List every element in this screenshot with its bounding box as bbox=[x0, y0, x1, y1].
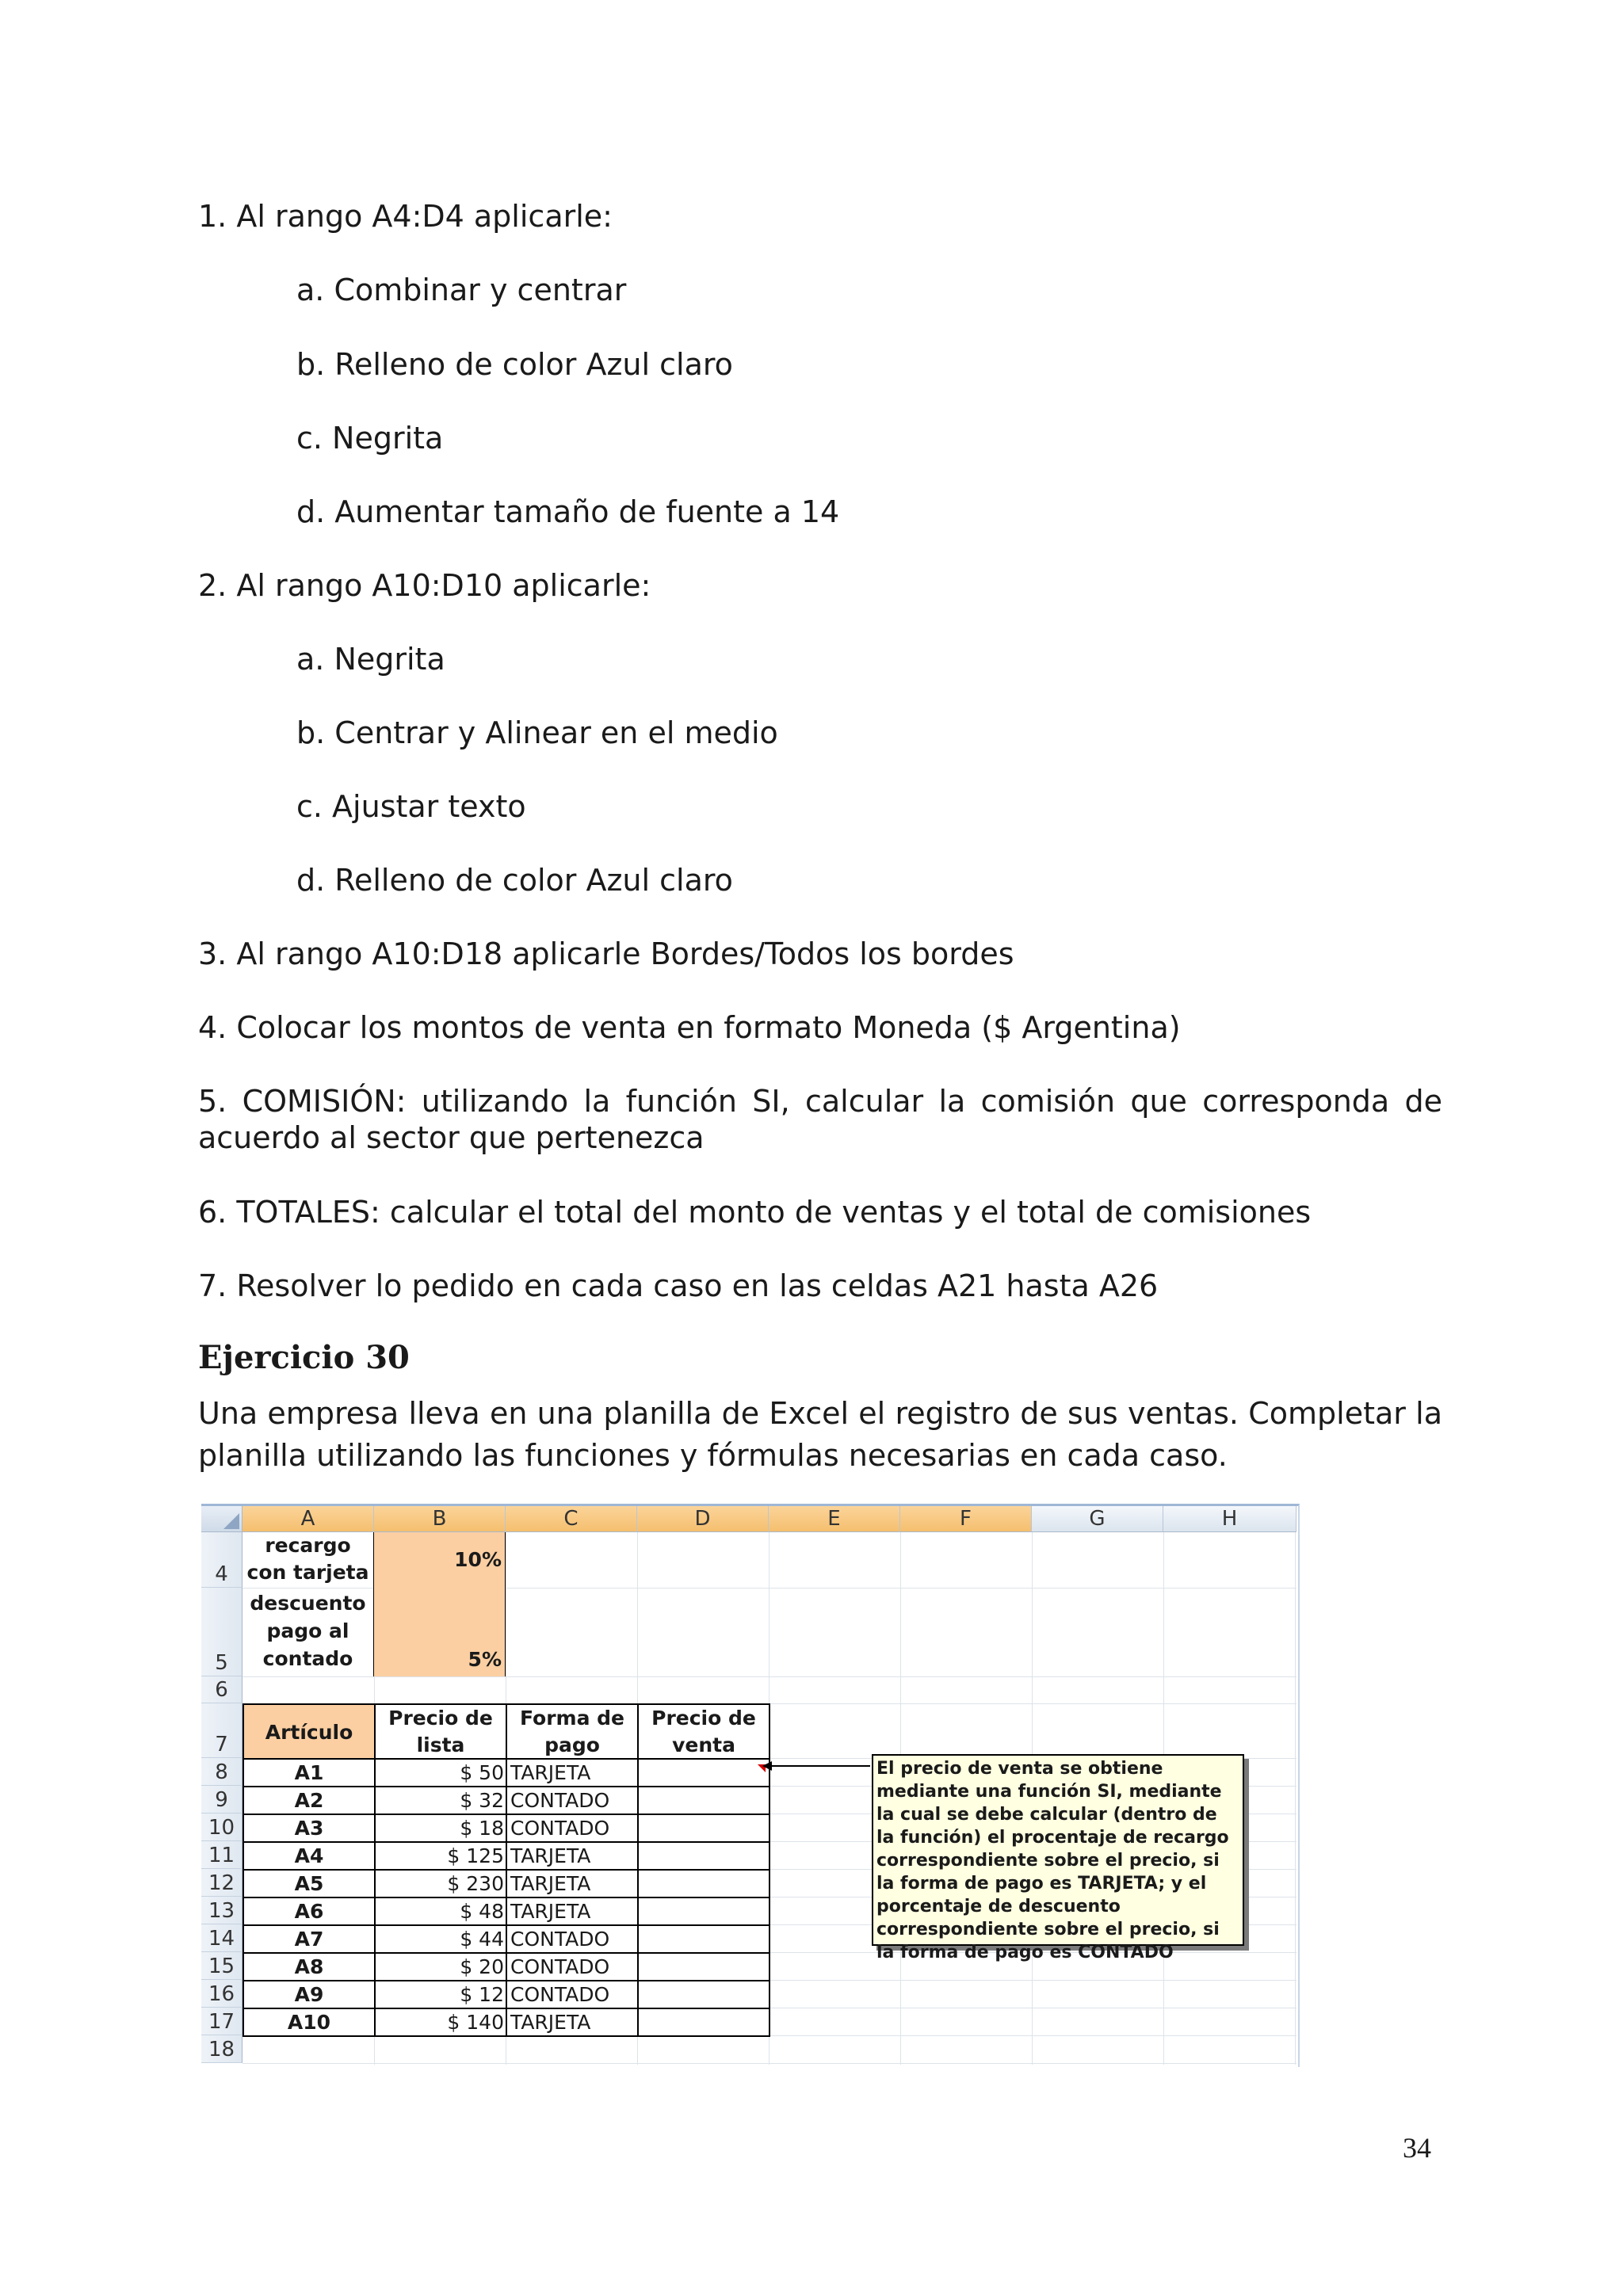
cell-forma-pago[interactable]: TARJETA bbox=[506, 1869, 639, 1898]
row-header-17[interactable] bbox=[201, 2008, 242, 2035]
column-header-f[interactable]: F bbox=[900, 1506, 1032, 1532]
row-header-6[interactable] bbox=[201, 1676, 242, 1703]
page-number: 34 bbox=[1403, 2132, 1431, 2164]
row-number: 5 bbox=[215, 1651, 228, 1675]
row-number: 8 bbox=[215, 1760, 228, 1784]
cell-precio-venta[interactable] bbox=[637, 1980, 770, 2009]
gridline bbox=[1295, 1532, 1296, 2065]
spreadsheet-image bbox=[201, 1504, 1301, 2068]
row-number: 14 bbox=[208, 1927, 235, 1951]
list-item-2c: c. Ajustar texto bbox=[296, 789, 526, 824]
list-item-4: 4. Colocar los montos de venta en formato Moneda ($ Argentina) bbox=[198, 1010, 1181, 1045]
recargo-value-cell[interactable]: 10% bbox=[374, 1532, 506, 1588]
row-header-13[interactable] bbox=[201, 1897, 242, 1924]
header-articulo[interactable]: Artículo bbox=[242, 1703, 376, 1760]
cell-precio-lista[interactable]: $ 32 bbox=[374, 1786, 507, 1815]
cell-forma-pago[interactable]: CONTADO bbox=[506, 1814, 639, 1843]
cell-precio-lista[interactable]: $ 125 bbox=[374, 1841, 507, 1871]
cell-precio-venta[interactable] bbox=[637, 1814, 770, 1843]
select-all-triangle-icon bbox=[223, 1513, 239, 1529]
row-number: 17 bbox=[208, 2010, 235, 2034]
gridline bbox=[242, 1676, 1296, 1677]
list-item-1c: c. Negrita bbox=[296, 421, 444, 456]
cell-articulo[interactable]: A4 bbox=[242, 1841, 376, 1871]
row-number: 6 bbox=[215, 1678, 228, 1702]
descuento-label-cell[interactable]: descuento pago al contado bbox=[242, 1588, 374, 1676]
cell-forma-pago[interactable]: CONTADO bbox=[506, 1924, 639, 1954]
cell-forma-pago[interactable]: TARJETA bbox=[506, 2008, 639, 2037]
cell-articulo[interactable]: A9 bbox=[242, 1980, 376, 2009]
cell-precio-lista[interactable]: $ 48 bbox=[374, 1897, 507, 1926]
cell-precio-venta[interactable] bbox=[637, 1897, 770, 1926]
column-header-g[interactable]: G bbox=[1032, 1506, 1163, 1532]
exercise-heading: Ejercicio 30 bbox=[198, 1339, 410, 1376]
cell-precio-venta[interactable] bbox=[637, 1869, 770, 1898]
cell-articulo[interactable]: A3 bbox=[242, 1814, 376, 1843]
row-header-9[interactable] bbox=[201, 1786, 242, 1814]
row-header-5[interactable] bbox=[201, 1588, 242, 1676]
row-header-7[interactable] bbox=[201, 1703, 242, 1758]
row-number: 18 bbox=[208, 2038, 235, 2061]
cell-forma-pago[interactable]: CONTADO bbox=[506, 1952, 639, 1981]
list-item-1b: b. Relleno de color Azul claro bbox=[296, 347, 733, 382]
row-number: 4 bbox=[215, 1562, 228, 1586]
cell-precio-venta[interactable] bbox=[637, 1758, 770, 1787]
cell-articulo[interactable]: A5 bbox=[242, 1869, 376, 1898]
row-header-18[interactable] bbox=[201, 2035, 242, 2063]
list-item-2: 2. Al rango A10:D10 aplicarle: bbox=[198, 568, 651, 603]
list-item-1d: d. Aumentar tamaño de fuente a 14 bbox=[296, 494, 840, 529]
list-item-6: 6. TOTALES: calcular el total del monto de ventas y el total de comisiones bbox=[198, 1195, 1312, 1230]
column-header-c[interactable]: C bbox=[506, 1506, 637, 1532]
cell-precio-venta[interactable] bbox=[637, 1952, 770, 1981]
row-header-12[interactable] bbox=[201, 1869, 242, 1897]
cell-precio-lista[interactable]: $ 230 bbox=[374, 1869, 507, 1898]
cell-precio-venta[interactable] bbox=[637, 2008, 770, 2037]
list-item-3: 3. Al rango A10:D18 aplicarle Bordes/Todos los bordes bbox=[198, 936, 1014, 971]
list-item-2a: a. Negrita bbox=[296, 642, 445, 677]
row-header-15[interactable] bbox=[201, 1952, 242, 1980]
cell-precio-lista[interactable]: $ 20 bbox=[374, 1952, 507, 1981]
cell-forma-pago[interactable]: CONTADO bbox=[506, 1786, 639, 1815]
cell-articulo[interactable]: A8 bbox=[242, 1952, 376, 1981]
list-item-7: 7. Resolver lo pedido en cada caso en las celdas A21 hasta A26 bbox=[198, 1268, 1159, 1303]
header-precio-lista[interactable]: Precio de lista bbox=[374, 1703, 507, 1760]
cell-forma-pago[interactable]: TARJETA bbox=[506, 1758, 639, 1787]
row-number: 15 bbox=[208, 1955, 235, 1978]
cell-forma-pago[interactable]: TARJETA bbox=[506, 1841, 639, 1871]
row-header-16[interactable] bbox=[201, 1980, 242, 2008]
exercise-intro: Una empresa lleva en una planilla de Excel el registro de sus ventas. Completar la planilla utilizando las funciones y fórmulas necesarias en cada caso. bbox=[198, 1396, 1442, 1473]
row-header-8[interactable] bbox=[201, 1758, 242, 1786]
cell-forma-pago[interactable]: CONTADO bbox=[506, 1980, 639, 2009]
cell-precio-venta[interactable] bbox=[637, 1924, 770, 1954]
select-all-corner[interactable] bbox=[201, 1506, 242, 1532]
row-number: 7 bbox=[215, 1733, 228, 1756]
column-header-a[interactable]: A bbox=[242, 1506, 374, 1532]
gridline bbox=[242, 2063, 1296, 2064]
row-number: 12 bbox=[208, 1871, 235, 1895]
cell-precio-lista[interactable]: $ 12 bbox=[374, 1980, 507, 2009]
list-item-2b: b. Centrar y Alinear en el medio bbox=[296, 715, 778, 750]
column-header-h[interactable]: H bbox=[1163, 1506, 1296, 1532]
cell-articulo[interactable]: A1 bbox=[242, 1758, 376, 1787]
cell-articulo[interactable]: A7 bbox=[242, 1924, 376, 1954]
row-header-10[interactable] bbox=[201, 1814, 242, 1841]
header-forma-pago[interactable]: Forma de pago bbox=[506, 1703, 639, 1760]
cell-precio-venta[interactable] bbox=[637, 1786, 770, 1815]
row-header-14[interactable] bbox=[201, 1924, 242, 1952]
column-header-d[interactable]: D bbox=[637, 1506, 769, 1532]
row-header-4[interactable] bbox=[201, 1532, 242, 1588]
list-item-1: 1. Al rango A4:D4 aplicarle: bbox=[198, 199, 613, 234]
cell-precio-venta[interactable] bbox=[637, 1841, 770, 1871]
cell-precio-lista[interactable]: $ 44 bbox=[374, 1924, 507, 1954]
cell-precio-lista[interactable]: $ 50 bbox=[374, 1758, 507, 1787]
list-item-1a: a. Combinar y centrar bbox=[296, 273, 627, 307]
cell-articulo[interactable]: A10 bbox=[242, 2008, 376, 2037]
row-number: 16 bbox=[208, 1982, 235, 2006]
cell-precio-lista[interactable]: $ 18 bbox=[374, 1814, 507, 1843]
list-item-5: 5. COMISIÓN: utilizando la función SI, calcular la comisión que corresponda de acuerdo al sector que pertenezca bbox=[198, 1084, 1442, 1155]
row-number: 13 bbox=[208, 1899, 235, 1923]
cell-precio-lista[interactable]: $ 140 bbox=[374, 2008, 507, 2037]
cell-articulo[interactable]: A6 bbox=[242, 1897, 376, 1926]
recargo-label-cell[interactable]: recargo con tarjeta bbox=[242, 1532, 374, 1588]
row-header-11[interactable] bbox=[201, 1841, 242, 1869]
cell-comment: El precio de venta se obtiene mediante una función SI, mediante la cual se debe calcular (dentro de la función) el procentaje de recargo correspondiente sobre el precio, si la forma de pago es TARJETA; y el porcentaje de descuento correspondiente sobre el precio, si la forma de pago es CONTADO bbox=[872, 1754, 1244, 1946]
column-header-b[interactable]: B bbox=[374, 1506, 506, 1532]
cell-forma-pago[interactable]: TARJETA bbox=[506, 1897, 639, 1926]
row-number: 10 bbox=[208, 1816, 235, 1840]
header-precio-venta[interactable]: Precio de venta bbox=[637, 1703, 770, 1760]
comment-connector bbox=[769, 1765, 870, 1767]
row-number: 11 bbox=[208, 1844, 235, 1867]
list-item-2d: d. Relleno de color Azul claro bbox=[296, 863, 733, 898]
descuento-value-cell[interactable]: 5% bbox=[374, 1588, 506, 1676]
row-number: 9 bbox=[215, 1788, 228, 1812]
cell-articulo[interactable]: A2 bbox=[242, 1786, 376, 1815]
column-header-e[interactable]: E bbox=[769, 1506, 900, 1532]
